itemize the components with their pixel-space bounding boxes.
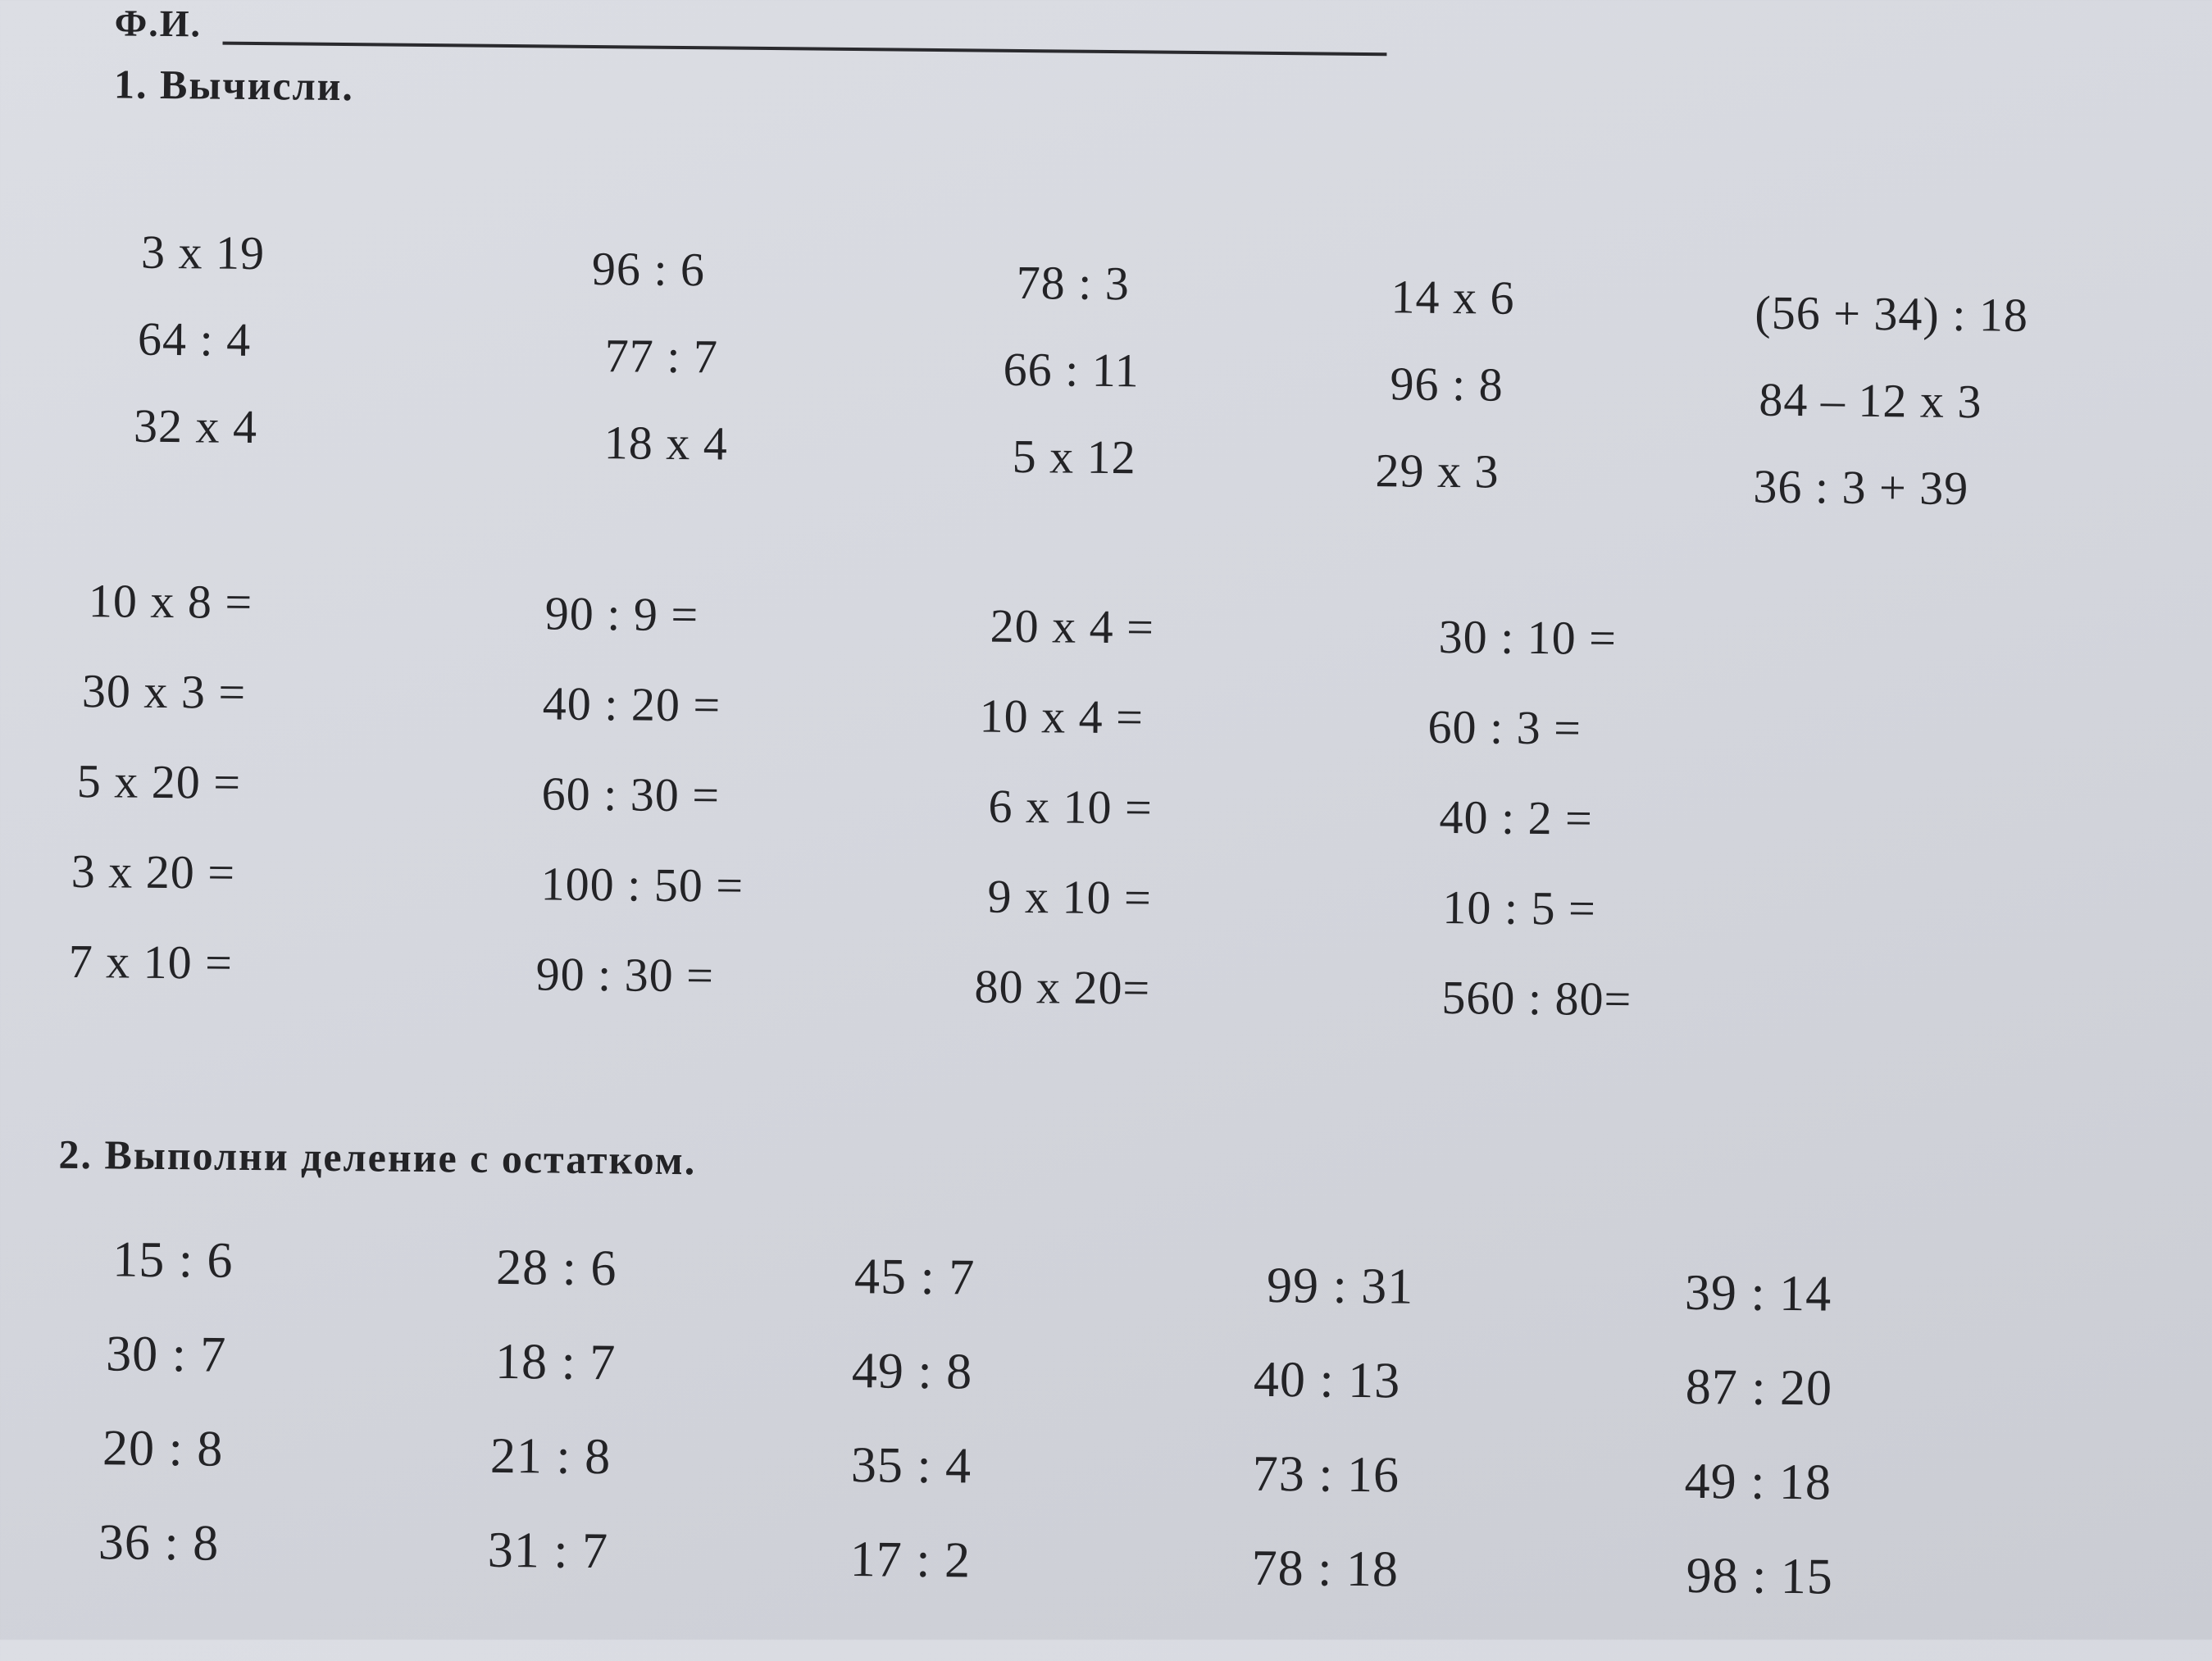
expression: 30 : 10 = — [1438, 609, 1618, 665]
expression: 31 : 7 — [487, 1522, 609, 1580]
expression: 60 : 30 = — [541, 767, 721, 822]
expression: 87 : 20 — [1685, 1358, 1833, 1417]
expression: 20 х 4 = — [990, 598, 1155, 654]
expression: 99 : 31 — [1266, 1257, 1414, 1315]
expression: 66 : 11 — [1003, 342, 1140, 398]
expression: 560 : 80= — [1441, 970, 1632, 1026]
expression: 98 : 15 — [1686, 1547, 1834, 1605]
expression: 40 : 2 = — [1439, 790, 1594, 845]
expression: 49 : 18 — [1684, 1453, 1832, 1511]
expression: 15 : 6 — [112, 1231, 234, 1289]
expression: 100 : 50 = — [540, 857, 744, 912]
section-1-title: 1. Вычисли. — [113, 61, 355, 110]
expression: 45 : 7 — [853, 1249, 976, 1306]
expression: 14 х 6 — [1390, 270, 1515, 325]
expression: 28 : 6 — [495, 1239, 617, 1297]
expression: (56 + 34) : 18 — [1755, 285, 2029, 342]
expression: 10 х 8 = — [88, 574, 253, 629]
expression: 6 х 10 = — [988, 779, 1154, 835]
expression: 7 х 10 = — [68, 934, 234, 990]
expression: 80 х 20= — [974, 959, 1151, 1015]
expression: 64 : 4 — [137, 312, 252, 366]
expression: 36 : 3 + 39 — [1753, 459, 1969, 516]
expression: 30 х 3 = — [81, 663, 247, 719]
expression: 5 х 12 — [1012, 429, 1137, 485]
expression: 17 : 2 — [849, 1531, 972, 1589]
expression: 29 х 3 — [1375, 444, 1500, 498]
expression: 90 : 30 = — [535, 947, 715, 1003]
expression: 20 : 8 — [102, 1420, 224, 1477]
expression: 84 – 12 х 3 — [1759, 372, 1982, 429]
expression: 5 х 20 = — [76, 753, 242, 809]
expression: 32 х 4 — [133, 398, 258, 454]
expression: 77 : 7 — [604, 329, 719, 384]
expression: 39 : 14 — [1684, 1264, 1832, 1322]
expression: 21 : 8 — [489, 1427, 612, 1486]
expression: 90 : 9 = — [544, 586, 699, 642]
expression: 49 : 8 — [851, 1343, 973, 1400]
expression: 40 : 13 — [1253, 1351, 1401, 1409]
expression: 40 : 20 = — [542, 676, 721, 732]
expression: 78 : 18 — [1251, 1540, 1400, 1598]
expression: 18 х 4 — [603, 416, 729, 471]
expression: 35 : 4 — [850, 1437, 972, 1495]
name-label: Ф.И. — [114, 2, 203, 45]
section-2-title: 2. Выполни деление с остатком. — [58, 1131, 697, 1184]
expression: 96 : 8 — [1390, 357, 1504, 412]
expression: 30 : 7 — [105, 1326, 227, 1383]
expression: 18 : 7 — [494, 1333, 617, 1391]
expression: 36 : 8 — [98, 1514, 220, 1572]
expression: 96 : 6 — [591, 241, 706, 297]
expression: 10 : 5 = — [1442, 880, 1597, 935]
expression: 10 х 4 = — [979, 689, 1145, 744]
expression: 9 х 10 = — [987, 869, 1153, 925]
expression: 78 : 3 — [1016, 255, 1131, 311]
expression: 60 : 3 = — [1427, 699, 1582, 755]
name-blank-line — [222, 42, 1386, 57]
expression: 3 х 20 = — [71, 844, 236, 899]
expression: 3 х 19 — [140, 225, 266, 280]
expression: 73 : 16 — [1252, 1445, 1400, 1504]
